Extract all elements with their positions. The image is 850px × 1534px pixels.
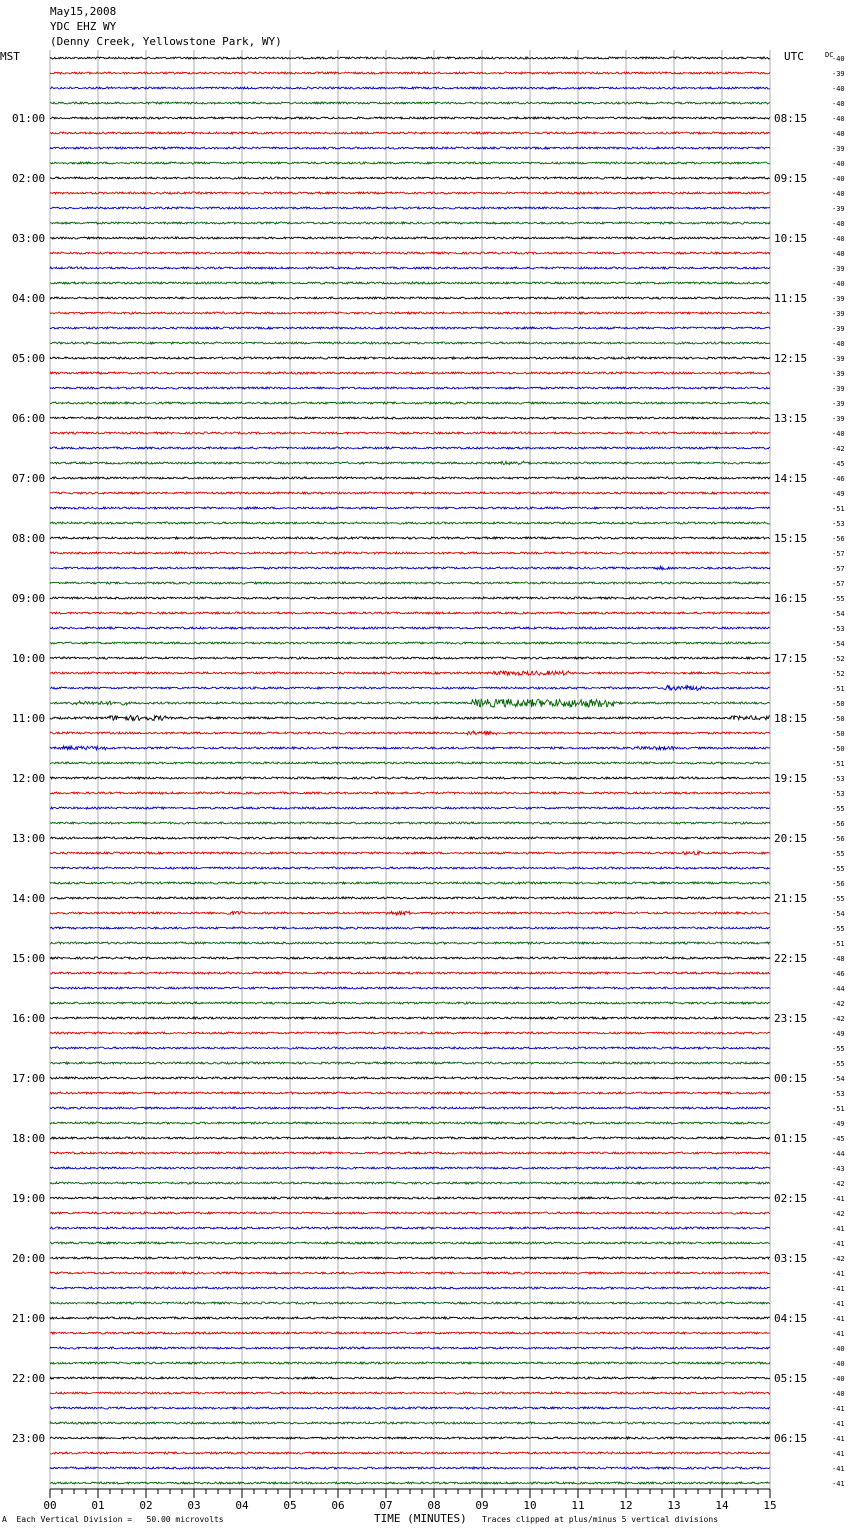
dc-offset-label: -40	[832, 115, 845, 123]
mst-hour-label: 13:00	[12, 832, 46, 845]
seismic-trace	[50, 1182, 770, 1184]
dc-offset-label: -46	[832, 970, 845, 978]
x-tick-label: 15	[763, 1499, 777, 1512]
seismic-trace	[50, 537, 770, 539]
seismic-trace	[50, 762, 770, 764]
seismic-trace	[50, 1272, 770, 1274]
seismic-trace	[50, 102, 770, 104]
utc-hour-label: 03:15	[774, 1252, 808, 1265]
vertical-division-note	[2, 1515, 224, 1524]
utc-hour-label: 04:15	[774, 1312, 808, 1325]
mst-hour-label: 23:00	[12, 1432, 46, 1445]
dc-offset-label: -44	[832, 985, 845, 993]
seismic-trace	[50, 522, 770, 524]
dc-offset-label: -39	[832, 370, 845, 378]
seismic-trace	[50, 1407, 770, 1409]
dc-offset-label: -50	[832, 715, 845, 723]
dc-offset-label: -56	[832, 820, 845, 828]
dc-offset-label: -50	[832, 700, 845, 708]
dc-offset-label: -44	[832, 1150, 845, 1158]
dc-offset-label: -42	[832, 1000, 845, 1008]
seismic-trace	[50, 477, 770, 479]
x-tick-label: 02	[139, 1499, 153, 1512]
dc-offset-label: -51	[832, 940, 845, 948]
x-tick-label: 09	[475, 1499, 489, 1512]
seismic-trace	[50, 402, 770, 404]
utc-hour-label: 08:15	[774, 112, 808, 125]
dc-offset-label: -41	[832, 1270, 845, 1278]
dc-offset-label: -50	[832, 745, 845, 753]
mst-hour-label: 14:00	[12, 892, 46, 905]
utc-hour-label: 01:15	[774, 1132, 808, 1145]
mst-hour-label: 01:00	[12, 112, 46, 125]
dc-offset-label: -39	[832, 70, 845, 78]
mst-hour-label: 03:00	[12, 232, 46, 245]
seismic-trace	[50, 387, 770, 389]
seismic-trace	[50, 162, 770, 164]
seismic-trace	[50, 327, 770, 329]
dc-offset-label: -42	[832, 1015, 845, 1023]
dc-offset-label: -39	[832, 385, 845, 393]
seismic-trace	[50, 1092, 770, 1094]
dc-offset-label: -54	[832, 1075, 845, 1083]
seismic-trace	[50, 731, 770, 735]
dc-offset-label: -50	[832, 730, 845, 738]
mst-hour-label: 07:00	[12, 472, 46, 485]
seismic-trace	[50, 911, 770, 915]
utc-hour-label: 02:15	[774, 1192, 808, 1205]
dc-offset-label: -49	[832, 490, 845, 498]
seismic-trace	[50, 552, 770, 554]
dc-offset-label: -41	[832, 1240, 845, 1248]
seismic-trace	[50, 942, 770, 944]
seismic-trace	[50, 1347, 770, 1349]
mst-hour-label: 12:00	[12, 772, 46, 785]
dc-offset-label: -40	[832, 340, 845, 348]
seismic-trace	[50, 1437, 770, 1439]
vertical-division-text: Each Vertical Division = 50.00 microvolts	[16, 1515, 224, 1524]
dc-offset-label: -39	[832, 415, 845, 423]
dc-offset-label: -57	[832, 550, 845, 558]
dc-offset-label: -53	[832, 625, 845, 633]
mst-hour-label: 06:00	[12, 412, 46, 425]
dc-offset-label: -51	[832, 1105, 845, 1113]
dc-offset-label: -55	[832, 850, 845, 858]
utc-hour-label: 00:15	[774, 1072, 808, 1085]
seismic-trace	[50, 282, 770, 284]
dc-offset-label: -41	[832, 1285, 845, 1293]
seismic-trace	[50, 432, 770, 434]
seismic-trace	[50, 147, 770, 149]
dc-offset-label: -39	[832, 400, 845, 408]
mst-hour-label: 05:00	[12, 352, 46, 365]
utc-hour-label: 17:15	[774, 652, 808, 665]
mst-hour-label: 04:00	[12, 292, 46, 305]
dc-offset-label: -41	[832, 1330, 845, 1338]
dc-offset-label: -49	[832, 1120, 845, 1128]
seismic-trace	[50, 1257, 770, 1259]
seismic-trace	[50, 192, 770, 194]
dc-offset-label: -39	[832, 355, 845, 363]
seismic-trace	[50, 132, 770, 134]
seismic-trace	[50, 972, 770, 974]
mst-hour-label: 16:00	[12, 1012, 46, 1025]
utc-hour-label: 06:15	[774, 1432, 808, 1445]
seismic-trace	[50, 1047, 770, 1049]
seismic-trace	[50, 1287, 770, 1289]
seismic-trace	[50, 1242, 770, 1244]
seismic-trace	[50, 1377, 770, 1379]
dc-offset-label: -54	[832, 640, 845, 648]
x-tick-label: 07	[379, 1499, 393, 1512]
seismic-trace	[50, 237, 770, 239]
dc-offset-label: -41	[832, 1195, 845, 1203]
dc-offset-label: -52	[832, 670, 845, 678]
location-label: (Denny Creek, Yellowstone Park, WY)	[50, 35, 282, 48]
dc-offset-label: -54	[832, 610, 845, 618]
date-label: May15,2008	[50, 5, 117, 18]
seismic-trace	[50, 1467, 770, 1469]
seismic-trace	[50, 699, 770, 707]
dc-offset-label: -41	[832, 1405, 845, 1413]
dc-offset-label: -55	[832, 895, 845, 903]
dc-offset-label: -53	[832, 790, 845, 798]
utc-hour-label: 10:15	[774, 232, 808, 245]
dc-offset-label: -40	[832, 280, 845, 288]
x-tick-label: 13	[667, 1499, 681, 1512]
seismic-trace	[50, 461, 770, 465]
mst-hour-label: 19:00	[12, 1192, 46, 1205]
x-tick-label: 03	[187, 1499, 201, 1512]
dc-offset-label: -40	[832, 235, 845, 243]
utc-hour-label: 20:15	[774, 832, 808, 845]
seismic-trace	[50, 177, 770, 179]
seismic-trace	[50, 72, 770, 74]
seismic-trace	[50, 312, 770, 314]
dc-offset-label: -53	[832, 775, 845, 783]
dc-offset-label: -51	[832, 685, 845, 693]
x-tick-label: 08	[427, 1499, 441, 1512]
x-tick-label: 12	[619, 1499, 633, 1512]
dc-offset-label: -40	[832, 1375, 845, 1383]
seismic-trace	[50, 447, 770, 449]
mst-hour-label: 08:00	[12, 532, 46, 545]
seismic-trace	[50, 87, 770, 89]
x-tick-label: 05	[283, 1499, 297, 1512]
seismic-trace	[50, 851, 770, 855]
seismic-trace	[50, 807, 770, 809]
seismic-trace	[50, 1137, 770, 1139]
dc-offset-label: -40	[832, 175, 845, 183]
seismic-trace	[50, 777, 770, 779]
dc-offset-label: -55	[832, 805, 845, 813]
seismic-trace	[50, 1227, 770, 1229]
utc-hour-label: 19:15	[774, 772, 808, 785]
seismic-trace	[50, 1212, 770, 1214]
seismic-trace	[50, 627, 770, 629]
dc-offset-label: -41	[832, 1315, 845, 1323]
dc-offset-label: -40	[832, 1360, 845, 1368]
dc-offset-label: -45	[832, 1135, 845, 1143]
mst-hour-label: 02:00	[12, 172, 46, 185]
dc-offset-label: -55	[832, 865, 845, 873]
dc-offset-label: -51	[832, 505, 845, 513]
x-tick-label: 06	[331, 1499, 345, 1512]
dc-offset-label: -41	[832, 1480, 845, 1488]
dc-offset-label: -39	[832, 265, 845, 273]
dc-offset-label: -45	[832, 460, 845, 468]
dc-offset-label: -40	[832, 430, 845, 438]
dc-label: DC	[825, 51, 834, 59]
mst-hour-label: 10:00	[12, 652, 46, 665]
seismic-trace	[50, 1152, 770, 1154]
dc-offset-label: -41	[832, 1435, 845, 1443]
clipping-note: Traces clipped at plus/minus 5 vertical divisions	[482, 1515, 719, 1524]
seismic-trace	[50, 372, 770, 374]
utc-hour-label: 23:15	[774, 1012, 808, 1025]
dc-offset-label: -40	[832, 1390, 845, 1398]
seismic-trace	[50, 1392, 770, 1394]
seismic-trace	[50, 267, 770, 269]
dc-offset-label: -55	[832, 1045, 845, 1053]
seismic-trace	[50, 1362, 770, 1364]
seismic-trace	[50, 1422, 770, 1424]
x-tick-label: 14	[715, 1499, 729, 1512]
dc-offset-label: -40	[832, 160, 845, 168]
dc-offset-label: -53	[832, 520, 845, 528]
mst-hour-label: 09:00	[12, 592, 46, 605]
seismic-trace	[50, 297, 770, 299]
x-tick-label: 01	[91, 1499, 105, 1512]
seismic-trace	[50, 746, 770, 750]
footer-mark: A	[2, 1515, 7, 1524]
seismic-trace	[50, 822, 770, 824]
utc-hour-label: 14:15	[774, 472, 808, 485]
dc-offset-label: -57	[832, 565, 845, 573]
dc-offset-label: -40	[832, 55, 845, 63]
dc-offset-label: -52	[832, 655, 845, 663]
dc-offset-label: -55	[832, 1060, 845, 1068]
seismic-trace	[50, 117, 770, 119]
seismic-trace	[50, 1062, 770, 1064]
seismic-trace	[50, 507, 770, 509]
dc-offset-label: -41	[832, 1225, 845, 1233]
utc-hour-label: 18:15	[774, 712, 808, 725]
seismic-trace	[50, 642, 770, 644]
dc-offset-label: -41	[832, 1450, 845, 1458]
dc-offset-label: -57	[832, 580, 845, 588]
dc-offset-label: -40	[832, 85, 845, 93]
seismic-trace	[50, 1317, 770, 1319]
seismic-trace	[50, 1167, 770, 1169]
seismic-trace	[50, 1122, 770, 1124]
dc-offset-label: -40	[832, 1345, 845, 1353]
dc-offset-label: -39	[832, 295, 845, 303]
seismic-trace	[50, 582, 770, 584]
mst-hour-label: 22:00	[12, 1372, 46, 1385]
seismic-trace	[50, 671, 770, 675]
mst-axis-label: MST	[0, 50, 20, 63]
seismic-trace	[50, 566, 770, 570]
dc-offset-label: -39	[832, 205, 845, 213]
seismic-trace	[50, 837, 770, 839]
dc-offset-label: -40	[832, 100, 845, 108]
mst-hour-label: 20:00	[12, 1252, 46, 1265]
dc-offset-label: -39	[832, 145, 845, 153]
mst-hour-label: 18:00	[12, 1132, 46, 1145]
dc-offset-label: -40	[832, 250, 845, 258]
dc-offset-label: -49	[832, 1030, 845, 1038]
dc-offset-label: -41	[832, 1465, 845, 1473]
dc-offset-label: -40	[832, 220, 845, 228]
seismic-trace	[50, 1332, 770, 1334]
dc-offset-label: -55	[832, 925, 845, 933]
dc-offset-label: -39	[832, 310, 845, 318]
dc-offset-label: -42	[832, 1180, 845, 1188]
seismic-trace	[50, 417, 770, 419]
x-tick-label: 11	[571, 1499, 585, 1512]
utc-hour-label: 05:15	[774, 1372, 808, 1385]
dc-offset-label: -51	[832, 760, 845, 768]
x-tick-label: 04	[235, 1499, 249, 1512]
seismic-trace	[50, 957, 770, 959]
seismic-trace	[50, 1107, 770, 1109]
utc-hour-label: 21:15	[774, 892, 808, 905]
dc-offset-label: -53	[832, 1090, 845, 1098]
seismic-trace	[50, 1077, 770, 1079]
utc-hour-label: 11:15	[774, 292, 808, 305]
seismic-trace	[50, 792, 770, 794]
mst-hour-label: 17:00	[12, 1072, 46, 1085]
seismic-trace	[50, 867, 770, 869]
utc-hour-label: 22:15	[774, 952, 808, 965]
utc-axis-label: UTC	[784, 50, 804, 63]
seismic-trace	[50, 1302, 770, 1304]
seismic-trace	[50, 207, 770, 209]
dc-offset-label: -56	[832, 535, 845, 543]
seismic-trace	[50, 1482, 770, 1484]
seismic-trace	[50, 987, 770, 989]
seismic-trace	[50, 1032, 770, 1034]
trace-group	[50, 57, 770, 1484]
seismic-trace	[50, 342, 770, 344]
dc-offset-label: -41	[832, 1300, 845, 1308]
utc-hour-label: 13:15	[774, 412, 808, 425]
dc-offset-label: -43	[832, 1165, 845, 1173]
seismic-trace	[50, 492, 770, 494]
x-axis-title: TIME (MINUTES)	[374, 1512, 467, 1525]
seismic-trace	[50, 57, 770, 59]
seismic-trace	[50, 1197, 770, 1199]
seismic-trace	[50, 927, 770, 929]
x-axis	[43, 1489, 776, 1512]
dc-offset-label: -48	[832, 955, 845, 963]
utc-hour-label: 15:15	[774, 532, 808, 545]
seismic-trace	[50, 657, 770, 659]
dc-offset-label: -42	[832, 1210, 845, 1218]
dc-offset-label: -46	[832, 475, 845, 483]
dc-offset-label: -41	[832, 1420, 845, 1428]
seismic-trace	[50, 882, 770, 884]
dc-offset-label: -42	[832, 445, 845, 453]
dc-offset-label: -42	[832, 1255, 845, 1263]
dc-offset-label: -39	[832, 325, 845, 333]
seismic-trace	[50, 357, 770, 359]
seismic-trace	[50, 252, 770, 254]
seismic-trace	[50, 1017, 770, 1019]
dc-offset-label: -54	[832, 910, 845, 918]
dc-offset-label: -40	[832, 130, 845, 138]
seismic-trace	[50, 222, 770, 224]
seismic-trace	[50, 612, 770, 614]
seismic-trace	[50, 715, 770, 720]
dc-offset-label: -40	[832, 190, 845, 198]
station-label: YDC EHZ WY	[50, 20, 117, 33]
dc-offset-label: -56	[832, 835, 845, 843]
mst-hour-label: 15:00	[12, 952, 46, 965]
seismic-trace	[50, 897, 770, 899]
utc-hour-label: 16:15	[774, 592, 808, 605]
dc-offset-label: -55	[832, 595, 845, 603]
seismic-trace	[50, 597, 770, 599]
utc-hour-label: 09:15	[774, 172, 808, 185]
x-tick-label: 00	[43, 1499, 57, 1512]
mst-hour-label: 21:00	[12, 1312, 46, 1325]
utc-hour-label: 12:15	[774, 352, 808, 365]
mst-hour-label: 11:00	[12, 712, 46, 725]
seismic-trace	[50, 1452, 770, 1454]
x-tick-label: 10	[523, 1499, 537, 1512]
dc-offset-label: -56	[832, 880, 845, 888]
seismic-trace	[50, 685, 770, 690]
seismic-trace	[50, 1002, 770, 1004]
